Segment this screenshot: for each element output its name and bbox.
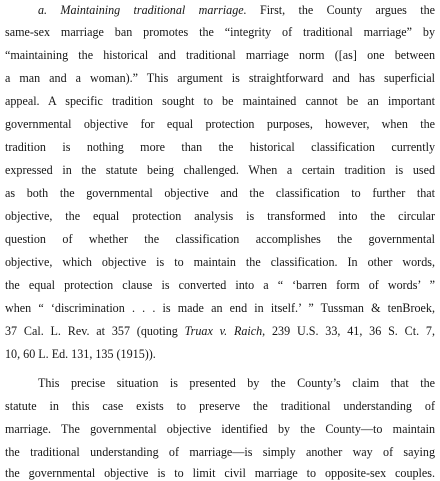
- paragraph-1-line-11: question of whether the classification accomplishes the governmental: [5, 232, 435, 246]
- paragraph-2-line-4: the traditional understanding of marriage—is simply another way of saying: [5, 445, 435, 459]
- section-heading: a. Maintaining traditional marriage.: [38, 3, 247, 17]
- paragraph-1-line-1: [5, 3, 435, 18]
- paragraph-1-line-13: the equal protection clause is converted into a “ ‘barren form of words’ ”: [5, 278, 435, 292]
- text-run: , 239 U.S. 33, 41, 36 S. Ct. 7,: [262, 324, 435, 338]
- text-run: 37 Cal. L. Rev. at 357 (quoting: [5, 324, 185, 338]
- paragraph-1-line-9: as both the governmental objective and the classification to further that: [5, 186, 435, 200]
- paragraph-1-line-8: expressed in the statute being challenged. When a certain tradition is used: [5, 163, 435, 177]
- case-name: Truax v. Raich: [184, 324, 263, 338]
- paragraph-1-line-10: objective, the equal protection analysis is transformed into the circular: [5, 209, 435, 223]
- paragraph-1-line-16: 10, 60 L. Ed. 131, 135 (1915)).: [5, 347, 156, 361]
- paragraph-2-line-1: This precise situation is presented by the County’s claim that the: [38, 376, 435, 390]
- paragraph-1-line-15: [5, 324, 435, 339]
- paragraph-1-line-7: tradition is nothing more than the historical classification currently: [5, 140, 435, 154]
- paragraph-1-line-2: same-sex marriage ban promotes the “integrity of traditional marriage” by: [5, 25, 435, 39]
- paragraph-1-line-4: a man and a woman).” This argument is straightforward and has superficial: [5, 71, 435, 85]
- text-run: First, the County argues the: [246, 3, 435, 17]
- paragraph-1-line-5: appeal. A specific tradition sought to be maintained cannot be an important: [5, 94, 435, 108]
- paragraph-2-line-3: marriage. The governmental objective identified by the County—to maintain: [5, 422, 435, 436]
- paragraph-1-line-6: governmental objective for equal protection purposes, however, when the: [5, 117, 435, 131]
- paragraph-1-line-3: “maintaining the historical and traditional marriage norm ([as] one between: [5, 48, 435, 62]
- paragraph-2-line-5: the governmental objective is to limit civil marriage to opposite-sex couples.: [5, 466, 435, 480]
- paragraph-1-line-14: when “ ‘discrimination . . . is made an end in itself.’ ” Tussman & tenBroek,: [5, 301, 435, 315]
- paragraph-2-line-2: statute in this case exists to preserve the traditional understanding of: [5, 399, 435, 413]
- paragraph-1-line-12: objective, which objective is to maintain the classification. In other words,: [5, 255, 435, 269]
